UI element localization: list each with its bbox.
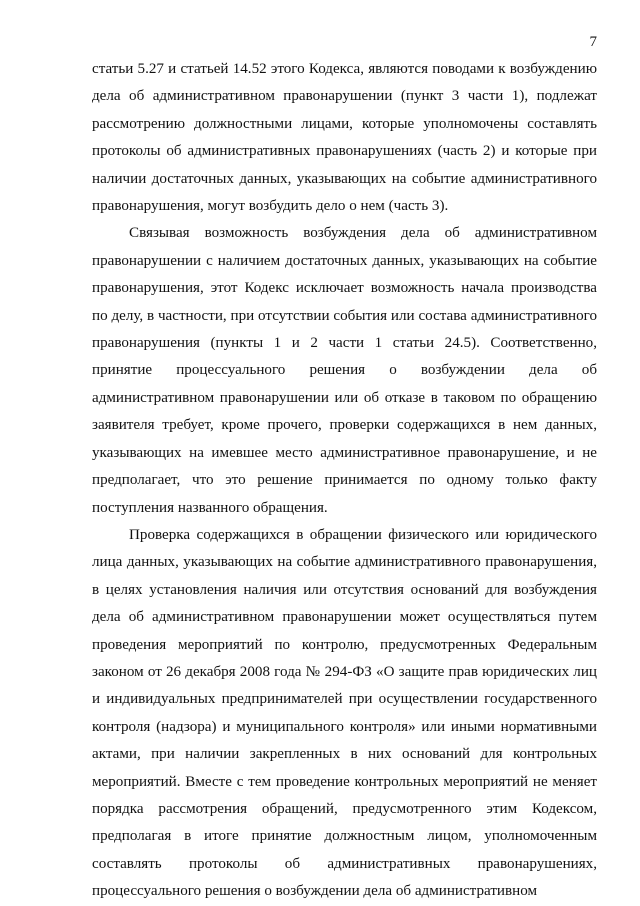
paragraph: Связывая возможность возбуждения дела об административном правонарушении с наличием достаточных данных, указывающих на событие правонарушения, этот Кодекс исключает возможность начала производства по делу, в частности, при отсутствии события или состава административного правонарушения (пункты 1 и 2 части 1 статьи 24.5). Соответственно, принятие процессуального решения о возбуждении дела об административном правонарушении или об отказе в таковом по обращению заявителя требует, кроме прочего, проверки содержащихся в нем данных, указывающих на имевшее место административное правонарушение, и не предполагает, что это решение принимается по одному только факту поступления названного обращения. <box>92 225 597 516</box>
page-number: 7 <box>589 34 597 50</box>
body-text <box>92 56 597 906</box>
paragraph-continuation: статьи 5.27 и статьей 14.52 этого Кодекса, являются поводами к возбуждению дела об административном правонарушении (пункт 3 части 1), подлежат рассмотрению должностными лицами, которые уполномочены составлять протоколы об административных правонарушениях (часть 2) и которые при наличии достаточных данных, указывающих на событие административного правонарушения, могут возбудить дело о нем (часть 3). <box>92 61 597 215</box>
paragraph: Проверка содержащихся в обращении физического или юридического лица данных, указывающих на событие административного правонарушения, в целях установления наличия или отсутствия оснований для возбуждения дела об административном правонарушении может осуществляться путем проведения мероприятий по контролю, предусмотренных Федеральным законом от 26 декабря 2008 года № 294-ФЗ «О защите прав юридических лиц и индивидуальных предпринимателей при осуществлении государственного контроля (надзора) и муниципального контроля» или иными нормативными актами, при наличии закрепленных в них оснований для контрольных мероприятий. Вместе с тем проведение контрольных мероприятий не меняет порядка рассмотрения обращений, предусмотренного этим Кодексом, предполагая в итоге принятие должностным лицом, уполномоченным составлять протоколы об административных правонарушениях, процессуального решения о возбуждении дела об административном <box>92 526 597 900</box>
